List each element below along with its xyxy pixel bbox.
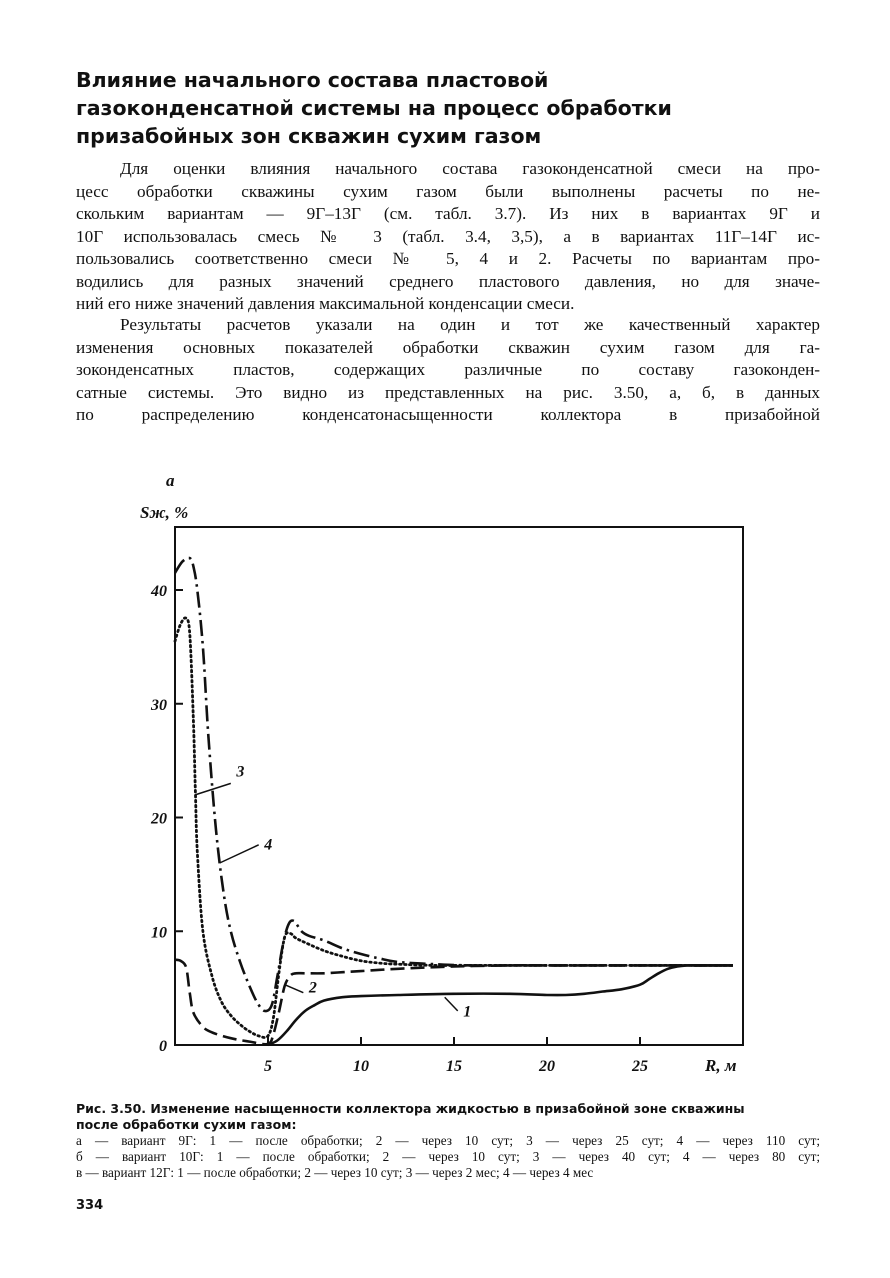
text-line: Для оценки влияния начального состава газоконденсатной смеси на про-	[120, 159, 820, 178]
panel-label: а	[166, 471, 175, 490]
text-line: зоконденсатных пластов, содержащих различные по составу газоконден-	[76, 360, 820, 379]
series-line-2	[175, 960, 733, 1045]
leader-line-1	[445, 997, 458, 1011]
caption-line: а — вариант 9Г: 1 — после обработки; 2 — через 10 сут; 3 — через 25 сут; 4 — через 110 сут;	[76, 1133, 820, 1148]
curve-label-layer	[235, 764, 471, 1021]
curve-label-2: 2	[308, 979, 317, 997]
page-number: 334	[76, 1198, 104, 1213]
text-line: Результаты расчетов указали на один и тот же качественный характер	[120, 315, 820, 334]
x-tick-label: 10	[353, 1058, 369, 1075]
caption-line: в — вариант 12Г: 1 — после обработки; 2 — через 10 сут; 3 — через 2 мес; 4 — через 4 мес	[76, 1165, 594, 1180]
x-tick-label: 15	[446, 1058, 462, 1075]
curve-label-1: 1	[463, 1003, 472, 1021]
x-tick-label: 20	[539, 1058, 555, 1075]
x-tick-label: 25	[632, 1058, 648, 1075]
text-line: по распределению конденсатонасыщенности коллектора в призабойной	[76, 405, 820, 424]
text-line: 10Г использовалась смесь № 3 (табл. 3.4, 3,5), а в вариантах 11Г–14Г ис-	[76, 226, 820, 246]
figure-caption	[76, 1101, 820, 1181]
text-line: изменения основных показателей обработки скважин сухим газом для га-	[76, 337, 820, 357]
caption-line: б — вариант 10Г: 1 — после обработки; 2 — через 10 сут; 3 — через 40 сут; 4 — через 80 сут;	[76, 1149, 820, 1164]
series-line-4	[175, 558, 733, 1011]
series-layer	[175, 558, 733, 1045]
text-line: скольким вариантам — 9Г–13Г (см. табл. 3.7). Из них в вариантах 9Г и	[76, 204, 820, 223]
y-tick-label: 20	[151, 810, 167, 828]
leader-line-2	[285, 985, 304, 993]
curve-label-4: 4	[264, 836, 273, 854]
caption-title-line: Рис. 3.50. Изменение насыщенности коллектора жидкостью в призабойной зоне скважины	[76, 1101, 745, 1116]
series-line-1	[268, 965, 733, 1045]
caption-title-line: после обработки сухим газом:	[76, 1117, 297, 1132]
leader-layer	[195, 783, 457, 1011]
y-tick-label: 30	[151, 696, 167, 714]
x-tick-label: 5	[264, 1058, 272, 1075]
text-line: пользовались соответственно смеси № 5, 4 и 2. Расчеты по вариантам про-	[76, 249, 820, 268]
y-tick-label: 10	[151, 924, 167, 942]
heading-line: призабойных зон скважин сухим газом	[76, 124, 542, 148]
series-line-3	[175, 618, 733, 1038]
text-line: водились для разных значений среднего пластового давления, но для значе-	[76, 271, 820, 291]
text-line: ний его ниже значений давления максимальной конденсации смеси.	[76, 294, 575, 313]
text-line: сатные системы. Это видно из представленных на рис. 3.50, а, б, в данных	[76, 382, 820, 402]
x-ticks	[264, 1037, 648, 1075]
leader-line-4	[220, 845, 259, 863]
y-tick-label: 40	[151, 583, 167, 600]
y-ticks	[150, 583, 183, 1055]
curve-label-3: 3	[236, 763, 245, 781]
text-line: цесс обработки скважины сухим газом были выполнены расчеты по не-	[76, 181, 820, 201]
heading-line: Влияние начального состава пластовой	[76, 68, 549, 92]
y-tick-label: 0	[159, 1038, 167, 1055]
y-axis-label: Sж, %	[140, 503, 189, 522]
heading-line: газоконденсатной системы на процесс обработки	[76, 96, 672, 120]
x-axis-label: R, м	[705, 1056, 737, 1075]
